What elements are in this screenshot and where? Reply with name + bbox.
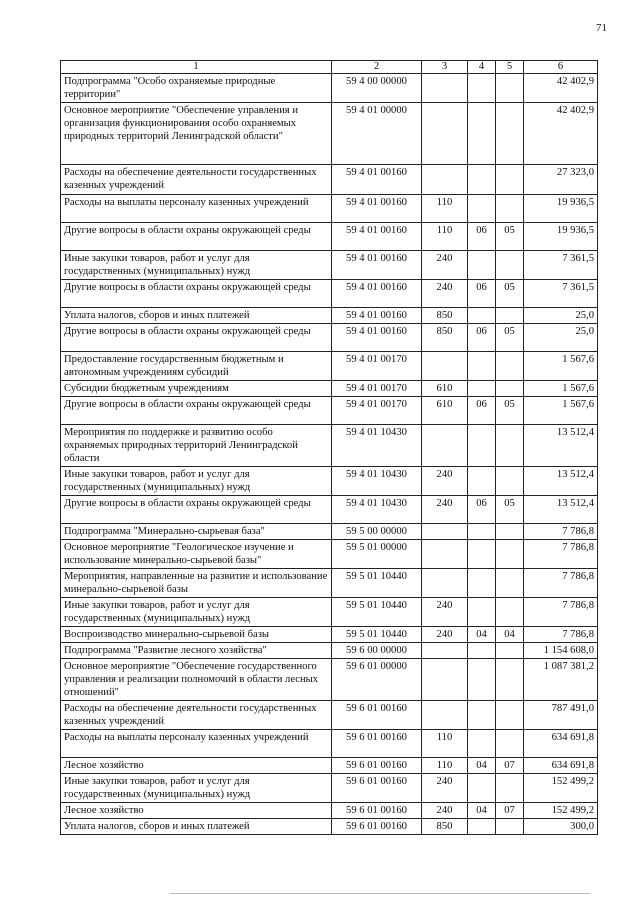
cell-expense-type: 110 <box>422 223 468 251</box>
cell-subsection <box>496 643 524 659</box>
cell-section <box>468 251 496 280</box>
cell-name: Лесное хозяйство <box>61 758 332 774</box>
cell-section: 04 <box>468 627 496 643</box>
cell-amount: 634 691,8 <box>524 730 598 758</box>
cell-subsection <box>496 569 524 598</box>
cell-expense-type <box>422 425 468 467</box>
cell-subsection: 05 <box>496 397 524 425</box>
cell-expense-type <box>422 103 468 165</box>
table-row <box>61 730 598 758</box>
cell-amount: 152 499,2 <box>524 803 598 819</box>
cell-subsection <box>496 659 524 701</box>
cell-amount: 19 936,5 <box>524 223 598 251</box>
table-row <box>61 74 598 103</box>
table-header-row <box>61 61 598 74</box>
table-row <box>61 701 598 730</box>
cell-code: 59 6 01 00000 <box>332 659 422 701</box>
cell-amount: 27 323,0 <box>524 165 598 195</box>
cell-code: 59 4 01 00160 <box>332 223 422 251</box>
cell-amount: 1 087 381,2 <box>524 659 598 701</box>
cell-code: 59 4 01 00160 <box>332 324 422 352</box>
cell-amount: 7 786,8 <box>524 540 598 569</box>
cell-section <box>468 467 496 496</box>
cell-name: Иные закупки товаров, работ и услуг для государственных (муниципальных) нужд <box>61 598 332 627</box>
cell-expense-type: 240 <box>422 774 468 803</box>
cell-subsection <box>496 540 524 569</box>
cell-name: Основное мероприятие "Геологическое изучение и использование минерально-сырьевой базы" <box>61 540 332 569</box>
table-row <box>61 467 598 496</box>
cell-code: 59 5 01 10440 <box>332 569 422 598</box>
cell-name: Другие вопросы в области охраны окружающей среды <box>61 496 332 524</box>
cell-code: 59 4 01 10430 <box>332 496 422 524</box>
table-row <box>61 397 598 425</box>
cell-expense-type: 240 <box>422 627 468 643</box>
cell-subsection <box>496 251 524 280</box>
cell-amount: 787 491,0 <box>524 701 598 730</box>
cell-name: Основное мероприятие "Обеспечение управления и организация функционирования особо охраняемых природных территорий Ленинградской области" <box>61 103 332 165</box>
table-row <box>61 803 598 819</box>
cell-name: Расходы на обеспечение деятельности государственных казенных учреждений <box>61 701 332 730</box>
cell-subsection: 05 <box>496 280 524 308</box>
cell-name: Подпрограмма "Минерально-сырьевая база" <box>61 524 332 540</box>
cell-amount: 1 567,6 <box>524 381 598 397</box>
table-row <box>61 524 598 540</box>
cell-subsection: 07 <box>496 758 524 774</box>
cell-code: 59 5 01 10440 <box>332 598 422 627</box>
cell-amount: 7 361,5 <box>524 280 598 308</box>
cell-subsection <box>496 467 524 496</box>
cell-name: Иные закупки товаров, работ и услуг для государственных (муниципальных) нужд <box>61 774 332 803</box>
cell-name: Мероприятия по поддержке и развитию особо охраняемых природных территорий Ленинградской области <box>61 425 332 467</box>
cell-expense-type: 240 <box>422 598 468 627</box>
cell-section <box>468 701 496 730</box>
cell-name: Расходы на выплаты персоналу казенных учреждений <box>61 195 332 223</box>
cell-expense-type: 850 <box>422 324 468 352</box>
cell-subsection <box>496 74 524 103</box>
cell-amount: 152 499,2 <box>524 774 598 803</box>
table-row <box>61 308 598 324</box>
cell-code: 59 6 00 00000 <box>332 643 422 659</box>
cell-expense-type: 850 <box>422 308 468 324</box>
cell-amount: 1 567,6 <box>524 397 598 425</box>
cell-expense-type <box>422 643 468 659</box>
cell-section <box>468 352 496 381</box>
cell-section <box>468 195 496 223</box>
cell-subsection <box>496 103 524 165</box>
cell-amount: 42 402,9 <box>524 74 598 103</box>
table-row <box>61 659 598 701</box>
cell-name: Подпрограмма "Развитие лесного хозяйства" <box>61 643 332 659</box>
cell-section: 06 <box>468 397 496 425</box>
cell-subsection: 07 <box>496 803 524 819</box>
cell-subsection <box>496 352 524 381</box>
cell-code: 59 5 01 00000 <box>332 540 422 569</box>
cell-code: 59 4 01 00170 <box>332 352 422 381</box>
cell-name: Иные закупки товаров, работ и услуг для государственных (муниципальных) нужд <box>61 251 332 280</box>
cell-amount: 13 512,4 <box>524 467 598 496</box>
cell-name: Уплата налогов, сборов и иных платежей <box>61 308 332 324</box>
cell-subsection <box>496 774 524 803</box>
table-body <box>61 74 598 835</box>
cell-subsection: 05 <box>496 324 524 352</box>
cell-expense-type: 240 <box>422 467 468 496</box>
cell-code: 59 4 01 00000 <box>332 103 422 165</box>
cell-section <box>468 730 496 758</box>
table-row <box>61 819 598 835</box>
cell-expense-type <box>422 165 468 195</box>
cell-name: Другие вопросы в области охраны окружающей среды <box>61 223 332 251</box>
cell-name: Другие вопросы в области охраны окружающей среды <box>61 397 332 425</box>
page-number: 71 <box>596 22 607 34</box>
cell-section: 06 <box>468 223 496 251</box>
table-row <box>61 598 598 627</box>
cell-section <box>468 74 496 103</box>
cell-subsection <box>496 195 524 223</box>
cell-amount: 7 361,5 <box>524 251 598 280</box>
header-col-6: 6 <box>524 61 598 74</box>
cell-code: 59 6 01 00160 <box>332 701 422 730</box>
cell-expense-type: 240 <box>422 280 468 308</box>
cell-code: 59 4 01 10430 <box>332 467 422 496</box>
cell-expense-type: 240 <box>422 496 468 524</box>
cell-expense-type: 110 <box>422 758 468 774</box>
cell-code: 59 6 01 00160 <box>332 730 422 758</box>
cell-amount: 1 567,6 <box>524 352 598 381</box>
cell-section <box>468 774 496 803</box>
table-row <box>61 540 598 569</box>
cell-section: 06 <box>468 324 496 352</box>
cell-amount: 7 786,8 <box>524 598 598 627</box>
cell-subsection <box>496 730 524 758</box>
cell-code: 59 4 01 00170 <box>332 381 422 397</box>
header-col-2: 2 <box>332 61 422 74</box>
cell-section <box>468 643 496 659</box>
cell-section <box>468 425 496 467</box>
cell-section <box>468 524 496 540</box>
table-row <box>61 425 598 467</box>
cell-subsection: 05 <box>496 496 524 524</box>
cell-code: 59 4 01 00160 <box>332 308 422 324</box>
cell-name: Расходы на обеспечение деятельности государственных казенных учреждений <box>61 165 332 195</box>
cell-amount: 19 936,5 <box>524 195 598 223</box>
cell-amount: 300,0 <box>524 819 598 835</box>
table-row <box>61 280 598 308</box>
cell-code: 59 6 01 00160 <box>332 803 422 819</box>
cell-code: 59 4 01 00160 <box>332 251 422 280</box>
table-row <box>61 774 598 803</box>
table-row <box>61 195 598 223</box>
cell-expense-type <box>422 540 468 569</box>
cell-amount: 7 786,8 <box>524 569 598 598</box>
cell-amount: 25,0 <box>524 308 598 324</box>
cell-subsection: 05 <box>496 223 524 251</box>
cell-subsection <box>496 598 524 627</box>
cell-expense-type <box>422 701 468 730</box>
cell-amount: 7 786,8 <box>524 524 598 540</box>
cell-code: 59 6 01 00160 <box>332 758 422 774</box>
cell-subsection <box>496 308 524 324</box>
cell-amount: 25,0 <box>524 324 598 352</box>
cell-code: 59 4 01 00160 <box>332 165 422 195</box>
cell-code: 59 5 01 10440 <box>332 627 422 643</box>
cell-subsection <box>496 701 524 730</box>
header-col-4: 4 <box>468 61 496 74</box>
cell-name: Воспроизводство минерально-сырьевой базы <box>61 627 332 643</box>
cell-name: Расходы на выплаты персоналу казенных учреждений <box>61 730 332 758</box>
table-row <box>61 223 598 251</box>
header-col-5: 5 <box>496 61 524 74</box>
footer-divider <box>170 893 590 894</box>
table-row <box>61 496 598 524</box>
table-row <box>61 324 598 352</box>
cell-name: Субсидии бюджетным учреждениям <box>61 381 332 397</box>
cell-name: Иные закупки товаров, работ и услуг для государственных (муниципальных) нужд <box>61 467 332 496</box>
cell-expense-type <box>422 659 468 701</box>
table-row <box>61 643 598 659</box>
cell-amount: 1 154 608,0 <box>524 643 598 659</box>
cell-code: 59 4 00 00000 <box>332 74 422 103</box>
cell-amount: 42 402,9 <box>524 103 598 165</box>
cell-expense-type <box>422 352 468 381</box>
cell-code: 59 4 01 00160 <box>332 280 422 308</box>
cell-section <box>468 103 496 165</box>
cell-subsection <box>496 381 524 397</box>
cell-expense-type: 240 <box>422 251 468 280</box>
cell-code: 59 4 01 00160 <box>332 195 422 223</box>
cell-name: Подпрограмма "Особо охраняемые природные территории" <box>61 74 332 103</box>
cell-section: 06 <box>468 280 496 308</box>
table-row <box>61 251 598 280</box>
table-row <box>61 103 598 165</box>
cell-code: 59 5 00 00000 <box>332 524 422 540</box>
cell-name: Уплата налогов, сборов и иных платежей <box>61 819 332 835</box>
table-row <box>61 381 598 397</box>
cell-name: Другие вопросы в области охраны окружающей среды <box>61 280 332 308</box>
cell-code: 59 6 01 00160 <box>332 819 422 835</box>
cell-section <box>468 165 496 195</box>
cell-amount: 13 512,4 <box>524 425 598 467</box>
cell-expense-type: 850 <box>422 819 468 835</box>
cell-name: Основное мероприятие "Обеспечение государственного управления и реализации полномочий в области лесных отношений" <box>61 659 332 701</box>
table-row <box>61 627 598 643</box>
table-row <box>61 165 598 195</box>
cell-amount: 7 786,8 <box>524 627 598 643</box>
cell-section: 06 <box>468 496 496 524</box>
cell-code: 59 6 01 00160 <box>332 774 422 803</box>
cell-section <box>468 598 496 627</box>
cell-section <box>468 569 496 598</box>
cell-expense-type <box>422 74 468 103</box>
cell-subsection <box>496 819 524 835</box>
cell-expense-type: 240 <box>422 803 468 819</box>
cell-name: Мероприятия, направленные на развитие и использование минерально-сырьевой базы <box>61 569 332 598</box>
cell-name: Лесное хозяйство <box>61 803 332 819</box>
cell-section <box>468 819 496 835</box>
header-col-3: 3 <box>422 61 468 74</box>
cell-section <box>468 381 496 397</box>
cell-subsection <box>496 165 524 195</box>
cell-amount: 634 691,8 <box>524 758 598 774</box>
cell-name: Другие вопросы в области охраны окружающей среды <box>61 324 332 352</box>
cell-subsection: 04 <box>496 627 524 643</box>
cell-subsection <box>496 524 524 540</box>
table-row <box>61 758 598 774</box>
cell-section <box>468 308 496 324</box>
cell-code: 59 4 01 10430 <box>332 425 422 467</box>
budget-table <box>60 60 598 835</box>
cell-expense-type: 110 <box>422 195 468 223</box>
cell-expense-type: 610 <box>422 381 468 397</box>
cell-subsection <box>496 425 524 467</box>
cell-code: 59 4 01 00170 <box>332 397 422 425</box>
cell-section: 04 <box>468 803 496 819</box>
cell-section: 04 <box>468 758 496 774</box>
cell-expense-type: 110 <box>422 730 468 758</box>
header-col-1: 1 <box>61 61 332 74</box>
table-row <box>61 352 598 381</box>
cell-expense-type <box>422 569 468 598</box>
table-row <box>61 569 598 598</box>
cell-expense-type: 610 <box>422 397 468 425</box>
cell-section <box>468 540 496 569</box>
cell-amount: 13 512,4 <box>524 496 598 524</box>
cell-name: Предоставление государственным бюджетным и автономным учреждениям субсидий <box>61 352 332 381</box>
cell-section <box>468 659 496 701</box>
cell-expense-type <box>422 524 468 540</box>
